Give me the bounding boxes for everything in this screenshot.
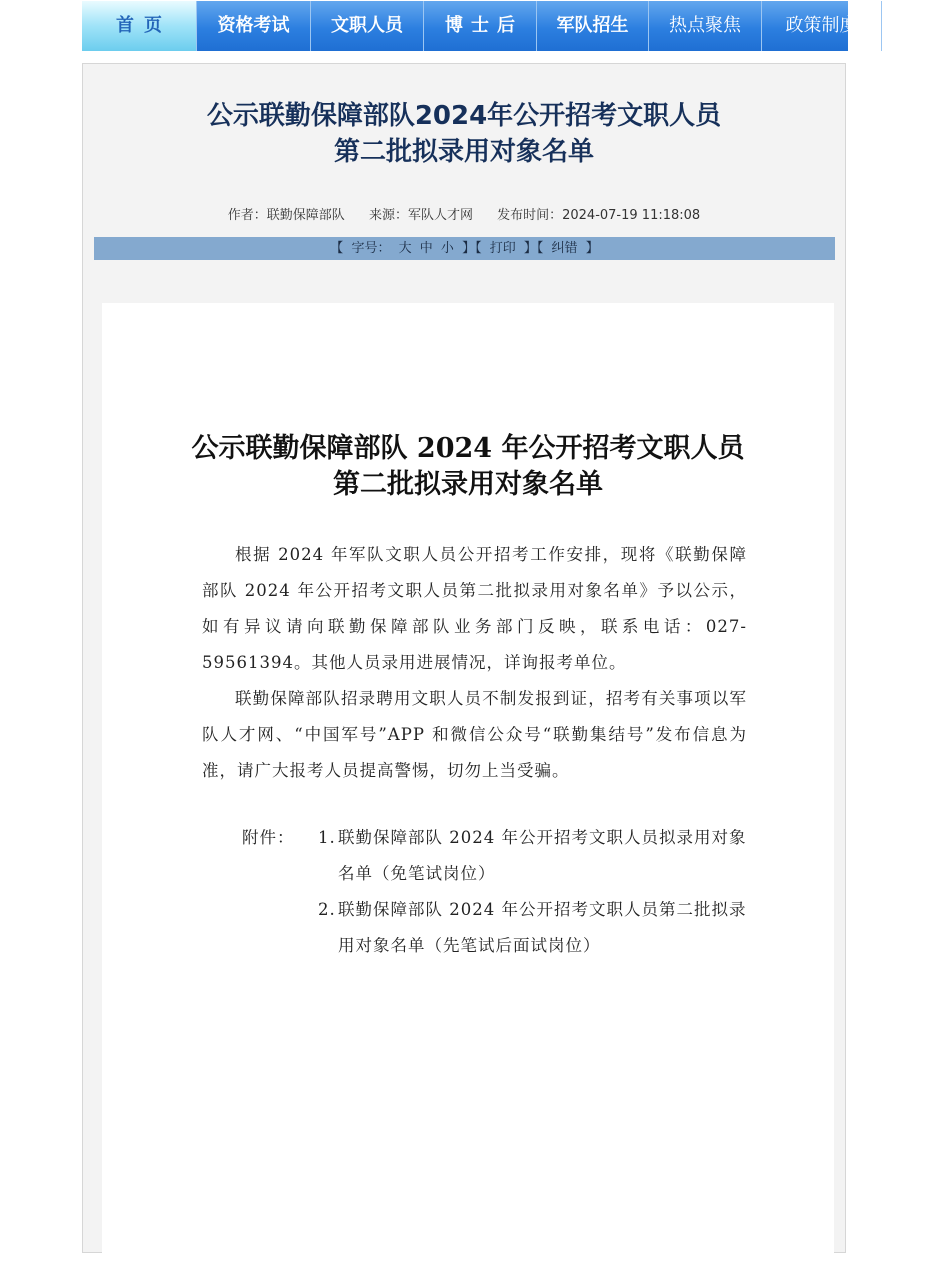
attachment-number: 1. bbox=[318, 828, 336, 847]
article-meta bbox=[83, 204, 845, 223]
article-toolbar bbox=[94, 237, 835, 260]
font-size-label: 字号： bbox=[351, 241, 391, 256]
document-paragraph-2: 联勤保障部队招录聘用文职人员不制发报到证，招考有关事项以军队人才网、“中国军号”APP 和微信公众号“联勤集结号”发布信息为准，请广大报考人员提高警惕，切勿上当受骗。 bbox=[202, 689, 747, 780]
nav-item-policies[interactable]: 政策制度 bbox=[762, 1, 882, 51]
article-title-line-1: 公示联勤保障部队2024年公开招考文职人员 bbox=[206, 101, 722, 131]
nav-item-qualification-exam[interactable]: 资格考试 bbox=[197, 1, 311, 51]
top-nav bbox=[82, 1, 858, 51]
font-size-small-link[interactable]: 小 bbox=[440, 241, 454, 256]
document-title-line-1: 公示联勤保障部队 2024 年公开招考文职人员 bbox=[191, 433, 745, 464]
attachment-number: 2. bbox=[318, 900, 336, 919]
document-title bbox=[102, 431, 834, 503]
print-link[interactable]: 打印 bbox=[489, 241, 516, 256]
font-size-large-link[interactable]: 大 bbox=[398, 241, 412, 256]
bracket: 】 bbox=[585, 241, 599, 256]
document-paragraph-1: 根据 2024 年军队文职人员公开招考工作安排，现将《联勤保障部队 2024 年公开招考文职人员第二批拟录用对象名单》予以公示，如有异议请向联勤保障部队业务部门反映，联系电话：027-59561394。其他人员录用进展情况，详询报考单位。 bbox=[202, 545, 747, 672]
attachment-text: 联勤保障部队 2024 年公开招考文职人员拟录用对象名单（免笔试岗位） bbox=[338, 828, 747, 883]
nav-item-military-admission[interactable]: 军队招生 bbox=[537, 1, 649, 51]
document-title-line-2: 第二批拟录用对象名单 bbox=[333, 469, 603, 500]
nav-item-postdoc[interactable]: 博士后 bbox=[424, 1, 537, 51]
report-error-link[interactable]: 纠错 bbox=[551, 241, 578, 256]
meta-published: 发布时间：2024-07-19 11:18:08 bbox=[497, 208, 701, 223]
nav-item-hot-topics[interactable]: 热点聚焦 bbox=[649, 1, 762, 51]
article-title-line-2: 第二批拟录用对象名单 bbox=[333, 137, 594, 167]
bracket: 】【 bbox=[462, 241, 482, 256]
meta-author: 作者：联勤保障部队 bbox=[227, 208, 345, 223]
attachment-text: 联勤保障部队 2024 年公开招考文职人员第二批拟录用对象名单（先笔试后面试岗位） bbox=[338, 900, 747, 955]
attachment-item bbox=[318, 892, 752, 964]
nav-item-civilian-staff[interactable]: 文职人员 bbox=[311, 1, 424, 51]
document-page bbox=[102, 303, 834, 1263]
meta-source: 来源：军队人才网 bbox=[368, 208, 473, 223]
font-size-medium-link[interactable]: 中 bbox=[419, 241, 433, 256]
article-container bbox=[82, 63, 846, 1253]
attachment-item bbox=[318, 820, 752, 892]
bracket: 【 bbox=[330, 241, 344, 256]
attachments-label: 附件： bbox=[242, 828, 295, 847]
attachments bbox=[242, 820, 752, 964]
bracket: 】【 bbox=[523, 241, 544, 256]
article-title bbox=[83, 98, 845, 170]
nav-item-home[interactable]: 首页 bbox=[82, 1, 197, 51]
